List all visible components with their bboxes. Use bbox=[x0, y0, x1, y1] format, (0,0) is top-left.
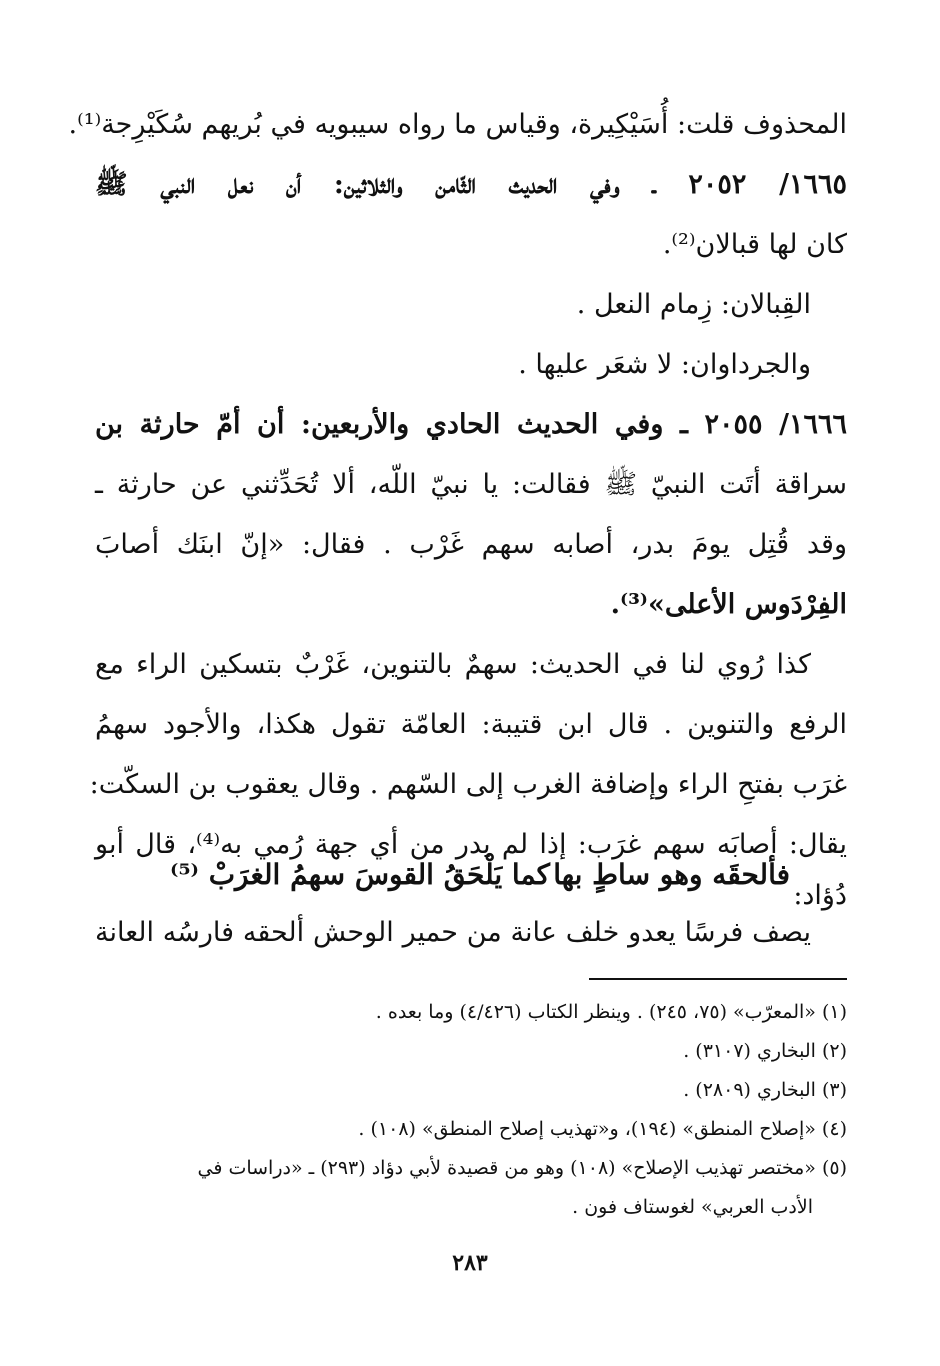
text-line: وقد قُتِل يومَ بدر، أصابه سهم غَرْب . فقال: «إنّ ابنَك أصابَ bbox=[95, 529, 847, 560]
footnote-5-continued: الأدب العربي» لغوستاف فون . bbox=[572, 1196, 813, 1218]
text-line: يصف فرسًا يعدو خلف عانة من حمير الوحش ألحقه فارسُه العانة bbox=[95, 917, 811, 948]
text-line: المحذوف قلت: أُسَيْكِيرة، وقياس ما رواه سيبويه في بُريهم سُكَيْرِجة⁽¹⁾. bbox=[68, 109, 847, 140]
text-line: يقال: أصابَه سهم غرَب: إذا لم يدر من أي جهة رُمي به⁽⁴⁾، قال أبو bbox=[95, 829, 847, 860]
hadith-heading-1665: ١٦٦٥/ ٢٠٥٢ ـ وفي الحديث الثّامن والثلاثين: أن نعل النبي ﷺ bbox=[95, 169, 847, 200]
hadith-heading-1666: ١٦٦٦/ ٢٠٥٥ ـ وفي الحديث الحادي والأربعين: أن أمّ حارثة بن bbox=[95, 409, 848, 440]
text-line: كذا رُوي لنا في الحديث: سهمٌ بالتنوين، غَرْبٌ بتسكين الراء مع bbox=[95, 649, 811, 680]
text-line: الفِرْدَوس الأعلى»⁽³⁾. bbox=[610, 589, 847, 620]
main-text-continued bbox=[95, 903, 847, 963]
text-line: دُؤاد: bbox=[793, 880, 847, 911]
verse-second-hemistich: كما يَلْحَقُ القوسَ سهمُ الغرَبْ ⁽⁵⁾ bbox=[170, 858, 550, 891]
footnote-2: (٢) البخاري (٣١٠٧) . bbox=[683, 1040, 847, 1062]
text-line: الرفع والتنوين . قال ابن قتيبة: العامّة تقول هكذا، والأجود سهمُ bbox=[95, 709, 847, 740]
footnotes bbox=[95, 993, 847, 1227]
gloss-line: والجرداوان: لا شعَر عليها . bbox=[518, 349, 811, 380]
text-line: كان لها قبالان⁽²⁾. bbox=[662, 229, 847, 260]
footnote-3: (٣) البخاري (٢٨٠٩) . bbox=[683, 1079, 847, 1101]
page-number: ٢٨٣ bbox=[452, 1250, 488, 1276]
footnote-4: (٤) «إصلاح المنطق» (١٩٤)، و«تهذيب إصلاح المنطق» (١٠٨) . bbox=[358, 1118, 847, 1140]
footnote-5: (٥) «مختصر تهذيب الإصلاح» (١٠٨) وهو من قصيدة لأبي دؤاد (٢٩٣) ـ «دراسات في bbox=[197, 1157, 847, 1179]
text-line: سراقة أتَت النبيّ ﷺ فقالت: يا نبيّ اللّه، ألا تُحَدِّثني عن حارثة ـ bbox=[95, 469, 847, 500]
verse-first-hemistich: فألحقَه وهو ساطٍ بها bbox=[553, 858, 790, 891]
poetry-verse bbox=[170, 850, 790, 900]
footnote-1: (١) «المعرّب» (٧٥، ٢٤٥) . وينظر الكتاب (٤/٤٢٦) وما بعده . bbox=[375, 1001, 847, 1023]
text-line: غرَب بفتحِ الراء وإضافة الغرب إلى السّهم . وقال يعقوب بن السكّت: bbox=[89, 769, 847, 800]
footnote-divider bbox=[589, 978, 847, 980]
main-text bbox=[68, 95, 848, 917]
gloss-line: القِبالان: زِمام النعل . bbox=[576, 289, 811, 320]
